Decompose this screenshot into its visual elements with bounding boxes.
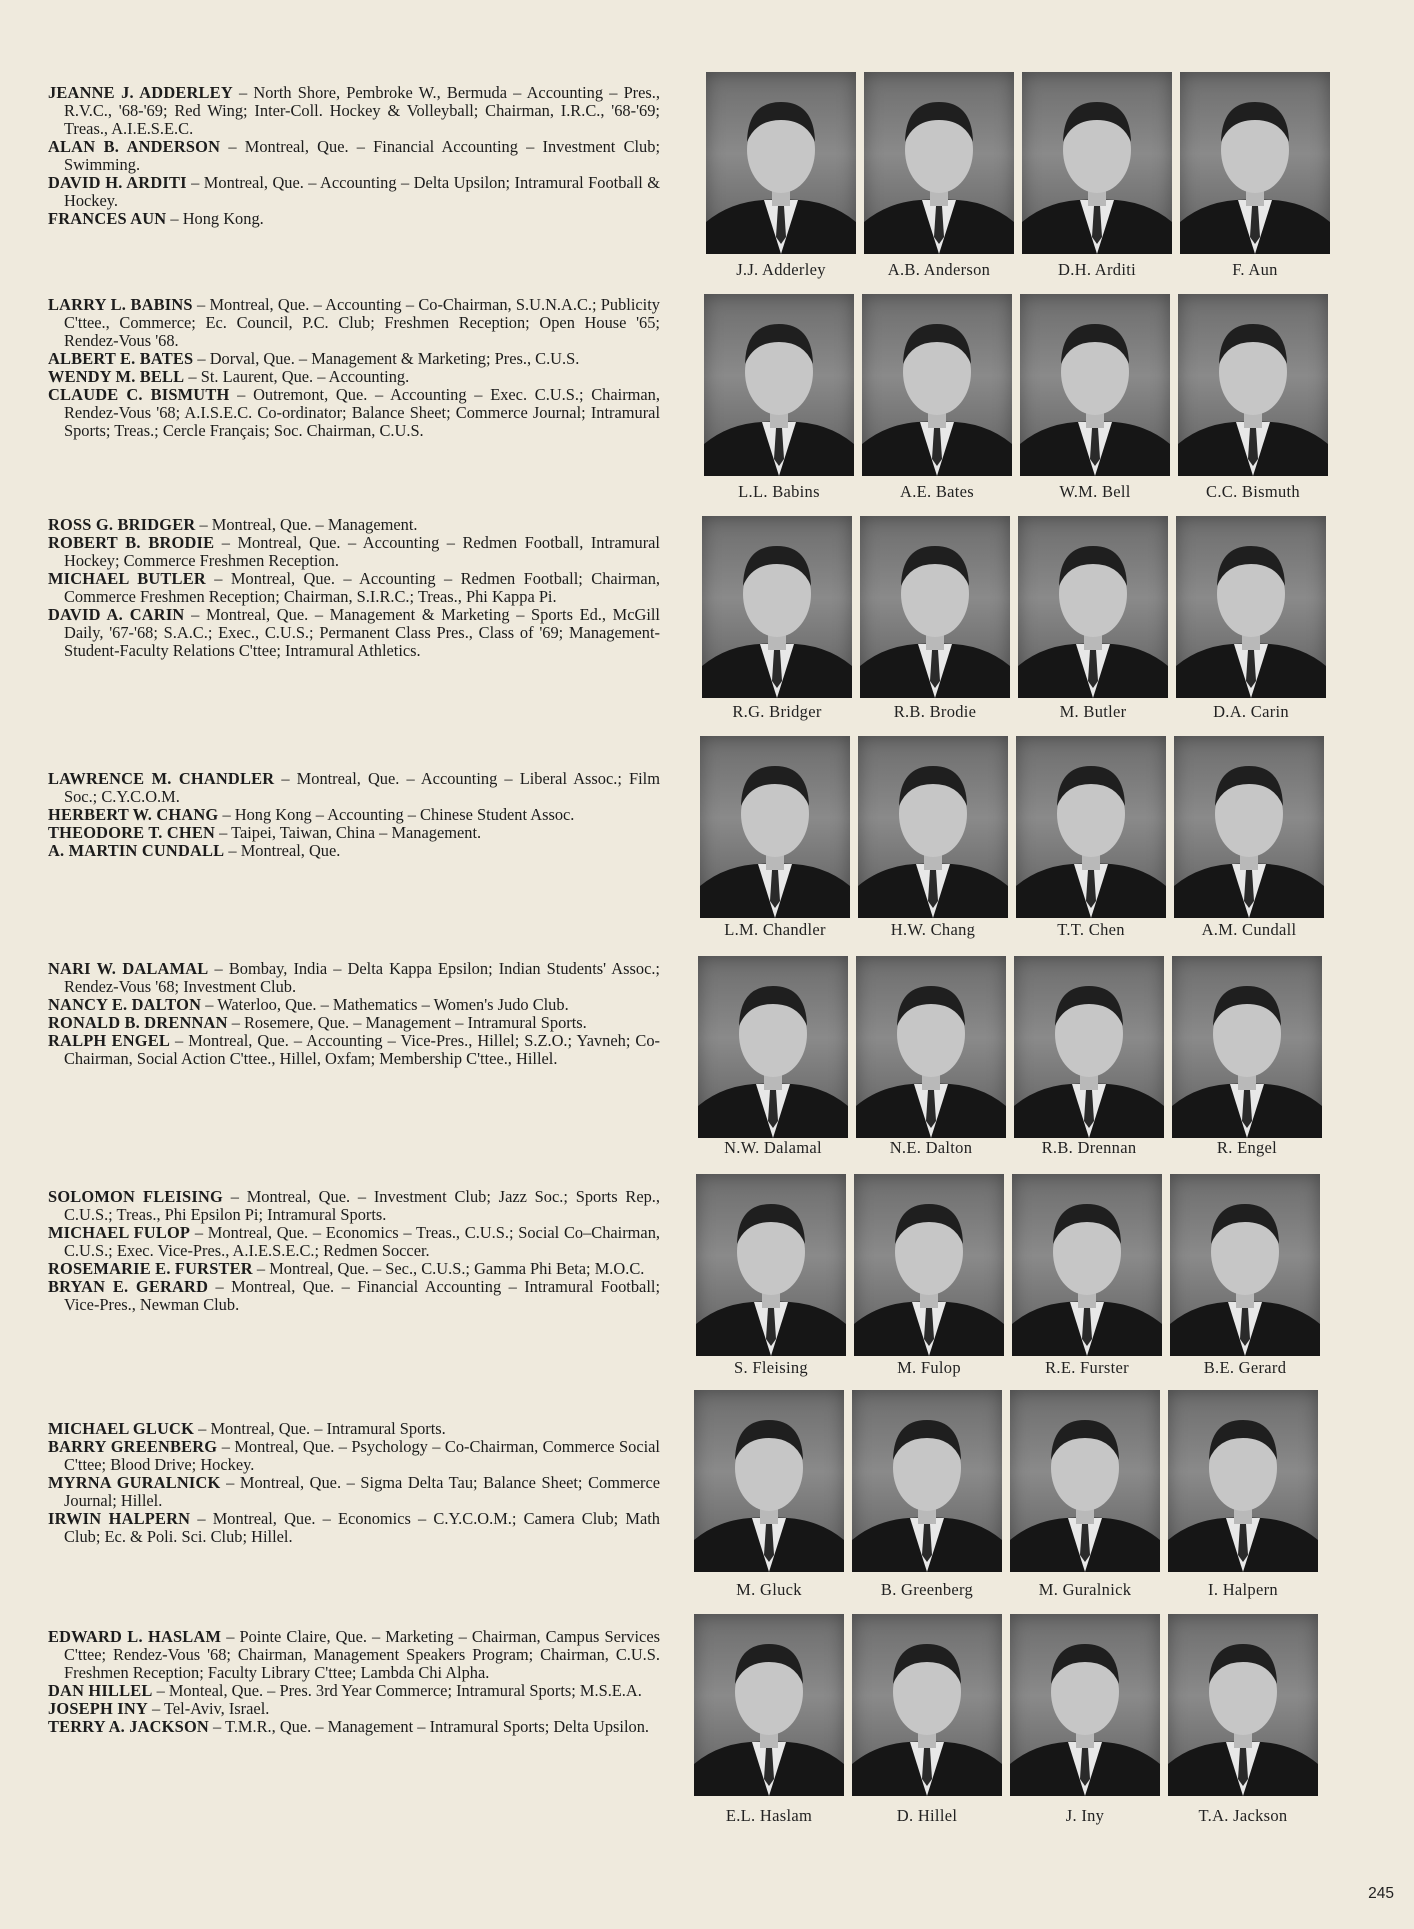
student-details: – Waterloo, Que. – Mathematics – Women's Judo Club. <box>201 995 569 1014</box>
student-name: DAN HILLEL <box>48 1681 153 1700</box>
student-group <box>0 954 1414 1164</box>
portrait-silhouette <box>864 72 1014 254</box>
portrait-silhouette <box>1010 1390 1160 1572</box>
portrait-silhouette <box>696 1174 846 1356</box>
bio-entry <box>48 84 660 138</box>
student-name: RONALD B. DRENNAN <box>48 1013 228 1032</box>
student-details: – Taipei, Taiwan, China – Management. <box>215 823 482 842</box>
bio-entry <box>48 1278 660 1314</box>
student-details: – Montreal, Que. – Accounting – Co-Chairman, S.U.N.A.C.; Publicity C'ttee., Commerce; Ec. Council, P.C. Club; Freshmen Reception; Open House '65; Rendez-Vous '68. <box>64 295 660 350</box>
student-name: CLAUDE C. BISMUTH <box>48 385 230 404</box>
student-details: – Montreal, Que. – Accounting – Liberal Assoc.; Film Soc.; C.Y.C.O.M. <box>64 769 660 806</box>
portrait-silhouette <box>1180 72 1330 254</box>
bio-column <box>48 516 660 660</box>
portrait-photo <box>1168 1614 1318 1796</box>
student-details: – Rosemere, Que. – Management – Intramural Sports. <box>227 1013 587 1032</box>
portrait-photo <box>698 956 848 1138</box>
portrait-photo <box>1012 1174 1162 1356</box>
student-name: NARI W. DALAMAL <box>48 959 209 978</box>
portrait-caption: R.G. Bridger <box>732 702 822 721</box>
portrait-photo <box>1014 956 1164 1138</box>
student-details: – Bombay, India – Delta Kappa Epsilon; Indian Students' Assoc.; Rendez-Vous '68; Investment Club. <box>64 959 660 996</box>
student-details: – Montreal, Que. – Economics – Treas., C.U.S.; Social Co–Chairman, C.U.S.; Exec. Vice-Pres., A.I.E.S.E.C.; Redmen Soccer. <box>64 1223 660 1260</box>
bio-entry <box>48 1474 660 1510</box>
portrait-caption: W.M. Bell <box>1059 482 1131 501</box>
bio-entry <box>48 1510 660 1546</box>
portrait-caption: A.E. Bates <box>899 482 975 501</box>
bio-entry <box>48 570 660 606</box>
portrait-silhouette <box>706 72 856 254</box>
portrait-caption: S. Fleising <box>734 1358 808 1377</box>
student-name: SOLOMON FLEISING <box>48 1187 223 1206</box>
portrait-silhouette <box>854 1174 1004 1356</box>
bio-entry <box>48 1188 660 1224</box>
portrait-caption: I. Halpern <box>1208 1580 1278 1599</box>
portrait-photo <box>1022 72 1172 254</box>
portrait-caption: M. Butler <box>1059 702 1127 721</box>
student-name: MICHAEL FULOP <box>48 1223 191 1242</box>
portrait-caption: L.L. Babins <box>738 482 820 501</box>
portrait-caption: A.B. Anderson <box>887 260 991 279</box>
portrait-photo <box>852 1614 1002 1796</box>
portrait-silhouette <box>1016 736 1166 918</box>
portrait-silhouette <box>1020 294 1170 476</box>
student-details: – Montreal, Que. – Accounting – Redmen Football, Intramural Hockey; Commerce Freshmen Reception. <box>64 533 660 570</box>
portrait-caption: D.H. Arditi <box>1057 260 1136 279</box>
student-details: – North Shore, Pembroke W., Bermuda – Accounting – Pres., R.V.C., '68-'69; Red Wing; Inter-Coll. Hockey & Volleyball; Chairman, I.R.C., '68-'69; Treas., A.I.E.S.E.C. <box>64 83 660 138</box>
portrait-silhouette <box>1174 736 1324 918</box>
bio-entry <box>48 960 660 996</box>
bio-entry <box>48 1032 660 1068</box>
student-name: HERBERT W. CHANG <box>48 805 219 824</box>
student-name: DAVID A. CARIN <box>48 605 185 624</box>
portrait-photo <box>1180 72 1330 254</box>
portrait-photo <box>858 736 1008 918</box>
student-name: DAVID H. ARDITI <box>48 173 187 192</box>
student-name: TERRY A. JACKSON <box>48 1717 209 1736</box>
portrait-silhouette <box>860 516 1010 698</box>
student-group <box>0 1612 1414 1825</box>
portrait-silhouette <box>852 1614 1002 1796</box>
portrait-photo <box>1018 516 1168 698</box>
bio-entry <box>48 1438 660 1474</box>
portrait-silhouette <box>1176 516 1326 698</box>
portrait-silhouette <box>1168 1614 1318 1796</box>
bio-entry <box>48 1700 660 1718</box>
bio-entry <box>48 1420 660 1438</box>
bio-entry <box>48 824 660 842</box>
portrait-caption: L.M. Chandler <box>724 920 826 939</box>
portrait-photo <box>864 72 1014 254</box>
bio-entry <box>48 138 660 174</box>
portrait-photo <box>1168 1390 1318 1572</box>
portrait-caption: M. Guralnick <box>1038 1580 1132 1599</box>
student-name: MYRNA GURALNICK <box>48 1473 221 1492</box>
student-name: ALAN B. ANDERSON <box>48 137 221 156</box>
student-name: ROSS G. BRIDGER <box>48 515 196 534</box>
student-name: A. MARTIN CUNDALL <box>48 841 225 860</box>
student-name: LAWRENCE M. CHANDLER <box>48 769 275 788</box>
bio-column <box>48 960 660 1068</box>
student-details: – Dorval, Que. – Management & Marketing; Pres., C.U.S. <box>193 349 580 368</box>
bio-column <box>48 296 660 440</box>
portrait-silhouette <box>700 736 850 918</box>
portrait-caption: R.E. Furster <box>1045 1358 1129 1377</box>
student-details: – St. Laurent, Que. – Accounting. <box>184 367 410 386</box>
student-details: – Montreal, Que. – Accounting – Delta Upsilon; Intramural Football & Hockey. <box>64 173 661 210</box>
student-details: – Montreal, Que. – Accounting – Redmen Football; Chairman, Commerce Freshmen Reception; Chairman, S.I.R.C.; Treas., Phi Kappa Pi. <box>64 569 660 606</box>
student-details: – Tel-Aviv, Israel. <box>147 1699 270 1718</box>
bio-column <box>48 84 660 228</box>
portrait-caption: R.B. Drennan <box>1041 1138 1137 1157</box>
bio-entry <box>48 368 660 386</box>
portrait-photo <box>1010 1614 1160 1796</box>
student-details: – Pointe Claire, Que. – Marketing – Chairman, Campus Services C'ttee; Rendez-Vous '68; Chairman, Management Speakers Program; Chairman, C.U.S. Freshmen Reception; Faculty Library C'ttee; Lambda Chi Alpha. <box>64 1627 660 1682</box>
student-name: WENDY M. BELL <box>48 367 185 386</box>
student-group <box>0 1172 1414 1382</box>
student-name: ALBERT E. BATES <box>48 349 194 368</box>
student-details: – Montreal, Que. – Accounting – Vice-Pres., Hillel; S.Z.O.; Yavneh; Co-Chairman, Social Action C'ttee., Hillel, Oxfam; Membership C'ttee., Hillel. <box>64 1031 660 1068</box>
portrait-silhouette <box>862 294 1012 476</box>
student-group <box>0 734 1414 944</box>
bio-column <box>48 1188 660 1314</box>
bio-entry <box>48 516 660 534</box>
student-details: – Montreal, Que. – Psychology – Co-Chairman, Commerce Social C'ttee; Blood Drive; Hockey. <box>64 1437 660 1474</box>
student-details: – Hong Kong – Accounting – Chinese Student Assoc. <box>218 805 575 824</box>
portrait-photo <box>696 1174 846 1356</box>
portrait-photo <box>854 1174 1004 1356</box>
portrait-photo <box>1170 1174 1320 1356</box>
portrait-caption: D.A. Carin <box>1213 702 1289 721</box>
student-details: – Montreal, Que. – Financial Accounting – Investment Club; Swimming. <box>64 137 660 174</box>
bio-entry <box>48 1628 660 1682</box>
student-details: – Montreal, Que. – Intramural Sports. <box>194 1419 446 1438</box>
bio-entry <box>48 996 660 1014</box>
portrait-caption: C.C. Bismuth <box>1206 482 1300 501</box>
portrait-silhouette <box>694 1390 844 1572</box>
portrait-silhouette <box>694 1614 844 1796</box>
student-name: IRWIN HALPERN <box>48 1509 191 1528</box>
portrait-photo <box>694 1390 844 1572</box>
portrait-caption: R. Engel <box>1216 1138 1278 1157</box>
portrait-silhouette <box>1018 516 1168 698</box>
portrait-photo <box>852 1390 1002 1572</box>
student-details: – Montreal, Que. <box>224 841 341 860</box>
portrait-photo <box>1020 294 1170 476</box>
portrait-caption: N.W. Dalamal <box>724 1138 822 1157</box>
portrait-caption: B. Greenberg <box>880 1580 974 1599</box>
student-details: – Montreal, Que. – Management & Marketing – Sports Ed., McGill Daily, '67-'68; S.A.C.; Exec., C.U.S.; Permanent Class Pres., Class of '69; Management-Student-Faculty Relations C'ttee; Intramural Athletics. <box>64 605 660 660</box>
portrait-caption: T.T. Chen <box>1057 920 1125 939</box>
portrait-silhouette <box>1172 956 1322 1138</box>
student-name: MICHAEL BUTLER <box>48 569 206 588</box>
bio-column <box>48 1420 660 1546</box>
portrait-photo <box>1176 516 1326 698</box>
portrait-caption: B.E. Gerard <box>1203 1358 1287 1377</box>
portrait-photo <box>1016 736 1166 918</box>
bio-entry <box>48 350 660 368</box>
student-name: JOSEPH INY <box>48 1699 148 1718</box>
bio-entry <box>48 1014 660 1032</box>
portrait-photo <box>1178 294 1328 476</box>
portrait-silhouette <box>1170 1174 1320 1356</box>
bio-entry <box>48 1224 660 1260</box>
portrait-silhouette <box>1014 956 1164 1138</box>
student-details: – T.M.R., Que. – Management – Intramural Sports; Delta Upsilon. <box>208 1717 649 1736</box>
student-details: – Outremont, Que. – Accounting – Exec. C.U.S.; Chairman, Rendez-Vous '68; A.I.S.E.C. Co-ordinator; Balance Sheet; Commerce Journal; Intramural Sports; Treas.; Cercle Français; Soc. Chairman, C.U.S. <box>64 385 660 440</box>
bio-entry <box>48 770 660 806</box>
student-name: ROBERT B. BRODIE <box>48 533 215 552</box>
portrait-silhouette <box>698 956 848 1138</box>
student-name: BRYAN E. GERARD <box>48 1277 209 1296</box>
portrait-caption: T.A. Jackson <box>1198 1806 1288 1825</box>
portrait-caption: M. Gluck <box>736 1580 802 1599</box>
portrait-photo <box>700 736 850 918</box>
portrait-caption: J. Iny <box>1065 1806 1105 1825</box>
portrait-caption: A.M. Cundall <box>1201 920 1297 939</box>
student-name: NANCY E. DALTON <box>48 995 202 1014</box>
portrait-photo <box>856 956 1006 1138</box>
student-details: – Montreal, Que. – Management. <box>195 515 418 534</box>
student-name: BARRY GREENBERG <box>48 1437 218 1456</box>
student-group <box>0 514 1414 724</box>
portrait-silhouette <box>1010 1614 1160 1796</box>
portrait-photo <box>704 294 854 476</box>
student-details: – Monteal, Que. – Pres. 3rd Year Commerce; Intramural Sports; M.S.E.A. <box>152 1681 642 1700</box>
portrait-photo <box>1010 1390 1160 1572</box>
student-details: – Montreal, Que. – Economics – C.Y.C.O.M.; Camera Club; Math Club; Ec. & Poli. Sci. Club; Hillel. <box>64 1509 660 1546</box>
portrait-silhouette <box>858 736 1008 918</box>
bio-entry <box>48 174 660 210</box>
portrait-caption: H.W. Chang <box>890 920 976 939</box>
bio-entry <box>48 386 660 440</box>
student-details: – Montreal, Que. – Sec., C.U.S.; Gamma Phi Beta; M.O.C. <box>252 1259 645 1278</box>
student-name: RALPH ENGEL <box>48 1031 170 1050</box>
student-name: EDWARD L. HASLAM <box>48 1627 222 1646</box>
portrait-photo <box>862 294 1012 476</box>
bio-entry <box>48 1260 660 1278</box>
bio-entry <box>48 842 660 860</box>
portrait-photo <box>860 516 1010 698</box>
portrait-photo <box>702 516 852 698</box>
student-name: MICHAEL GLUCK <box>48 1419 195 1438</box>
portrait-caption: M. Fulop <box>897 1358 961 1377</box>
student-group <box>0 1390 1414 1600</box>
bio-entry <box>48 296 660 350</box>
portrait-photo <box>706 72 856 254</box>
portrait-silhouette <box>856 956 1006 1138</box>
portrait-caption: N.E. Dalton <box>889 1138 973 1157</box>
student-details: – Montreal, Que. – Financial Accounting – Intramural Football; Vice-Pres., Newman Club. <box>64 1277 660 1314</box>
portrait-silhouette <box>1022 72 1172 254</box>
bio-entry <box>48 606 660 660</box>
student-name: THEODORE T. CHEN <box>48 823 215 842</box>
portrait-caption: D. Hillel <box>896 1806 958 1825</box>
bio-column <box>48 770 660 860</box>
bio-entry <box>48 534 660 570</box>
bio-entry <box>48 1682 660 1700</box>
portrait-photo <box>1174 736 1324 918</box>
page-number: 245 <box>1368 1885 1394 1902</box>
portrait-photo <box>1172 956 1322 1138</box>
portrait-silhouette <box>704 294 854 476</box>
student-details: – Hong Kong. <box>166 209 264 228</box>
portrait-silhouette <box>852 1390 1002 1572</box>
student-details: – Montreal, Que. – Investment Club; Jazz Soc.; Sports Rep., C.U.S.; Treas., Phi Epsilon Pi; Intramural Sports. <box>64 1187 660 1224</box>
student-name: ROSEMARIE E. FURSTER <box>48 1259 253 1278</box>
portrait-caption: J.J. Adderley <box>736 260 826 279</box>
student-group <box>0 292 1414 502</box>
portrait-silhouette <box>1168 1390 1318 1572</box>
bio-entry <box>48 210 660 228</box>
student-name: JEANNE J. ADDERLEY <box>48 83 233 102</box>
student-details: – Montreal, Que. – Sigma Delta Tau; Balance Sheet; Commerce Journal; Hillel. <box>64 1473 660 1510</box>
student-name: LARRY L. BABINS <box>48 295 193 314</box>
portrait-caption: F. Aun <box>1232 260 1278 279</box>
portrait-silhouette <box>1012 1174 1162 1356</box>
bio-entry <box>48 1718 660 1736</box>
portrait-caption: R.B. Brodie <box>893 702 977 721</box>
student-name: FRANCES AUN <box>48 209 167 228</box>
student-group <box>0 70 1414 280</box>
portrait-silhouette <box>1178 294 1328 476</box>
bio-entry <box>48 806 660 824</box>
portrait-caption: E.L. Haslam <box>725 1806 813 1825</box>
portrait-silhouette <box>702 516 852 698</box>
portrait-photo <box>694 1614 844 1796</box>
bio-column <box>48 1628 660 1736</box>
